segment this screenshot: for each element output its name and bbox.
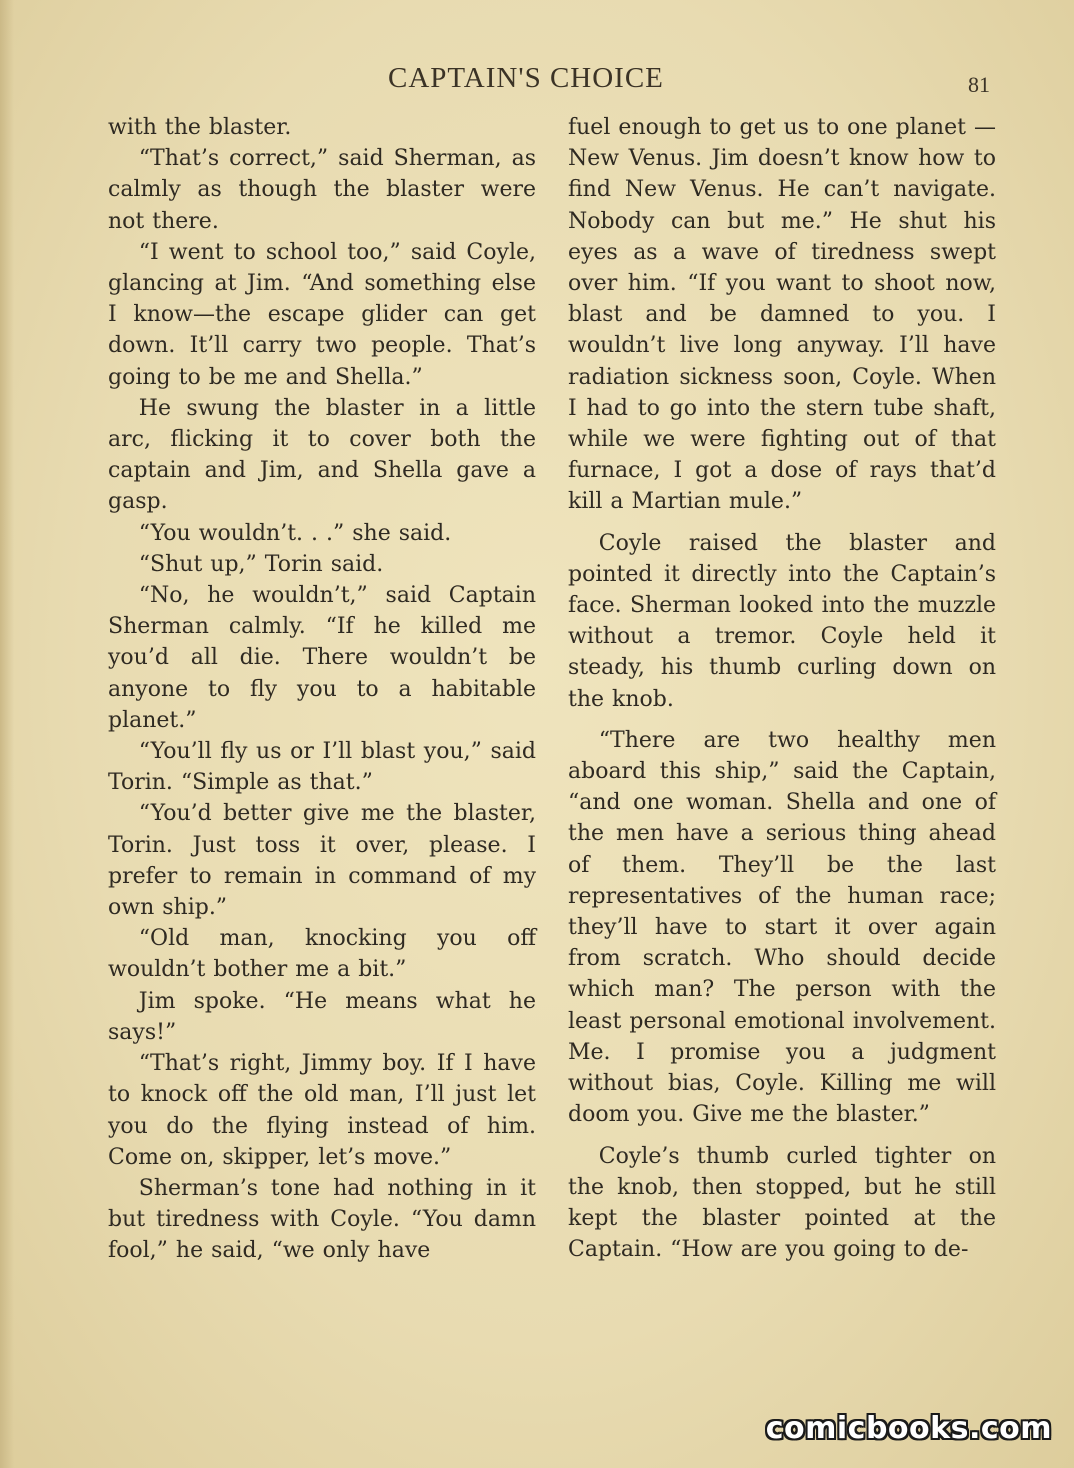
left-column: [108, 112, 536, 1267]
paragraph: “I went to school too,” said Coyle, glancing at Jim. “And something else I know—the escape glider can get down. It’ll carry two people. That’s going to be me and Shella.”: [108, 239, 536, 390]
paragraph: “No, he wouldn’t,” said Captain Sherman calmly. “If he killed me you’d all die. There wouldn’t be anyone to fly you to a habitable planet.”: [108, 583, 536, 733]
paragraph: “You’d better give me the blaster, Torin. Just toss it over, please. I prefer to remain in command of my own ship.”: [108, 801, 536, 921]
paragraph: Sherman’s tone had nothing in it but tiredness with Coyle. “You damn fool,” he said, “we only have: [108, 1175, 536, 1264]
watermark-logo: comicbooks.com: [765, 1411, 1052, 1446]
paragraph: “You’ll fly us or I’ll blast you,” said Torin. “Simple as that.”: [108, 739, 536, 796]
page-edge-shadow: [0, 0, 14, 1468]
paragraph: with the blaster.: [108, 115, 292, 140]
page-header: [0, 62, 1074, 102]
paragraph: “Shut up,” Torin said.: [138, 551, 384, 577]
paragraph: “You wouldn’t. . .” she said.: [138, 520, 452, 546]
running-title: CAPTAIN'S CHOICE: [388, 62, 664, 94]
paragraph: fuel enough to get us to one planet —New Venus. Jim doesn’t know how to find New Venus. He can’t navigate. Nobody can but me.” He shut his eyes as a wave of tiredness swept over him. “If you want to shoot now, blast and be damned to you. I wouldn’t live long anyway. I’ll have radiation sickness soon, Coyle. When I had to go into the stern tube shaft, while we were fighting out of that furnace, I got a dose of rays that’d kill a Martian mule.”: [568, 115, 996, 515]
paragraph: “Old man, knocking you off wouldn’t bother me a bit.”: [108, 926, 536, 983]
paragraph: He swung the blaster in a little arc, flicking it to cover both the captain and Jim, and Shella gave a gasp.: [108, 395, 536, 515]
right-column: [568, 112, 996, 1265]
paragraph: “There are two healthy men aboard this ship,” said the Captain, “and one woman. Shella and one of the men have a serious thing ahead of them. They’ll be the last representatives of the human race; they’ll have to start it over again from scratch. Who should decide which man? The person with the least personal emotional involvement. Me. I promise you a judgment without bias, Coyle. Killing me will doom you. Give me the blaster.”: [568, 727, 996, 1128]
paragraph: “That’s right, Jimmy boy. If I have to knock off the old man, I’ll just let you do the flying instead of him. Come on, skipper, let’s move.”: [108, 1051, 536, 1170]
paragraph: Coyle’s thumb curled tighter on the knob, then stopped, but he still kept the blaster pointed at the Captain. “How are you going to de-: [568, 1143, 996, 1263]
paragraph: Coyle raised the blaster and pointed it directly into the Captain’s face. Sherman looked into the muzzle without a tremor. Coyle held it steady, his thumb curling down on the knob.: [568, 530, 996, 712]
paragraph: Jim spoke. “He means what he says!”: [108, 988, 536, 1045]
paragraph: “That’s correct,” said Sherman, as calmly as though the blaster were not there.: [108, 146, 536, 234]
page-number: 81: [968, 72, 990, 97]
